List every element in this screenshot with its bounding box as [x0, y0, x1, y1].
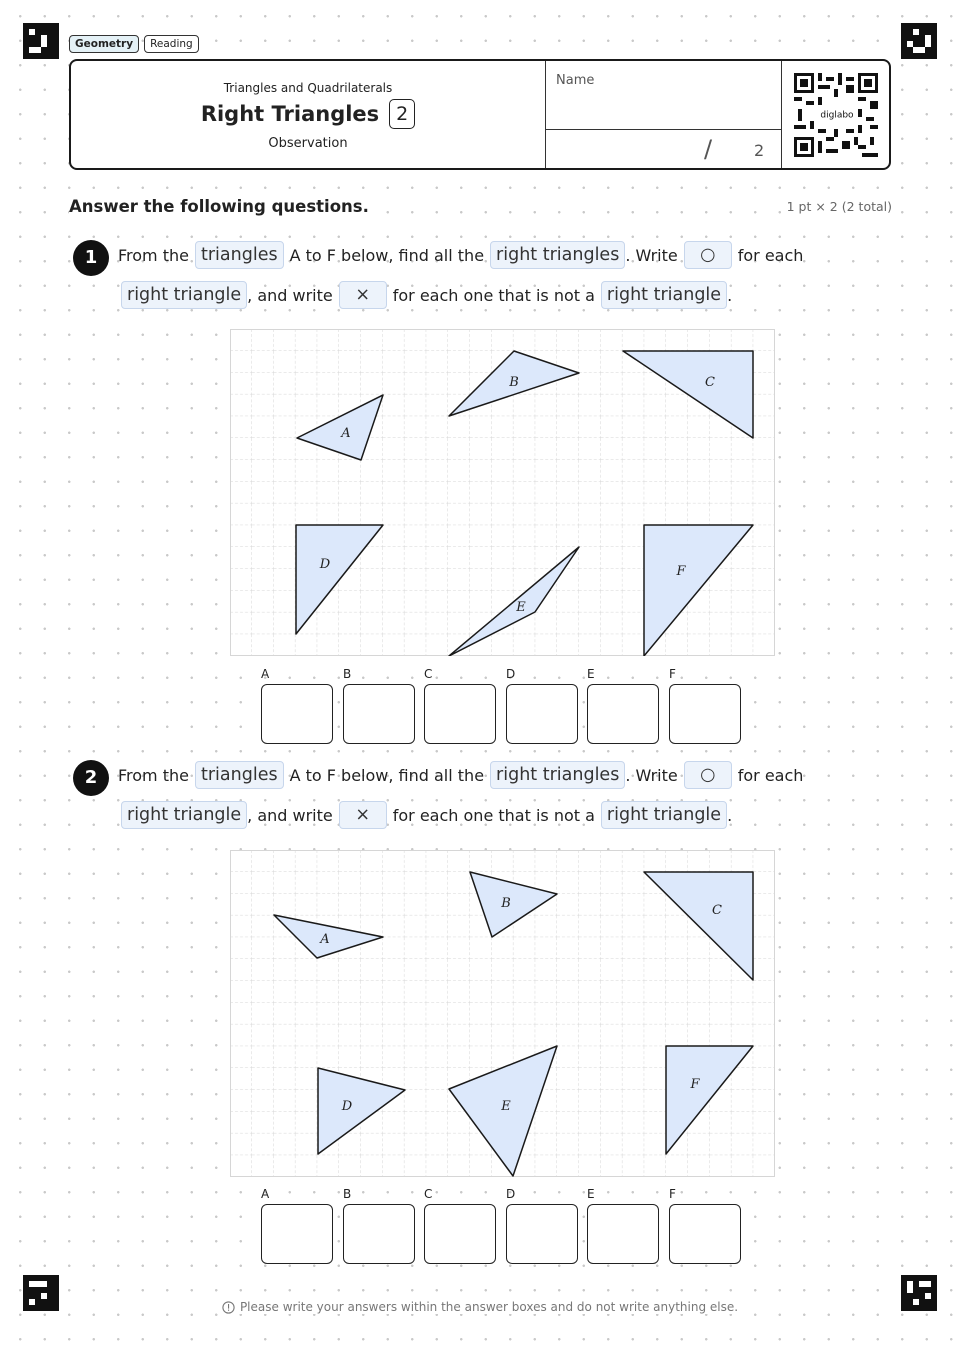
question-text: .: [727, 285, 733, 305]
answer-box-f[interactable]: [669, 684, 741, 744]
triangle-label: C: [712, 903, 722, 918]
triangle-label: C: [705, 375, 715, 390]
footer-note: [0, 1300, 960, 1317]
answer-label: C: [424, 1187, 433, 1201]
worksheet-number: 2: [389, 99, 415, 129]
cross-symbol-chip: ×: [339, 281, 387, 309]
answer-box-f[interactable]: [669, 1204, 741, 1264]
corner-marker-top-left: [23, 23, 59, 59]
info-icon: [222, 1301, 235, 1314]
answer-label: B: [343, 667, 352, 681]
corner-marker-top-right: [901, 23, 937, 59]
answer-box-a[interactable]: [261, 1204, 333, 1264]
answer-box-c[interactable]: [424, 1204, 496, 1264]
term-chip: right triangles: [490, 761, 625, 789]
answer-label: D: [506, 1187, 516, 1201]
name-score-block: [545, 61, 782, 168]
term-chip: right triangle: [601, 281, 727, 309]
title-text: Right Triangles: [200, 102, 380, 126]
question-text: . Write: [625, 245, 678, 265]
question-text: A to F below, find all the: [289, 245, 485, 265]
answer-label: F: [669, 1187, 676, 1201]
term-chip: right triangles: [490, 241, 625, 269]
question-text: for each one that is not a: [392, 285, 595, 305]
unit-subtitle: Triangles and Quadrilaterals: [223, 81, 393, 95]
answer-box-b[interactable]: [343, 1204, 415, 1264]
answer-label: A: [261, 667, 270, 681]
answer-label: C: [424, 667, 433, 681]
title-block: [71, 61, 545, 168]
question-text-line-2: [121, 281, 738, 309]
question-text: A to F below, find all the: [289, 765, 485, 785]
question-text: From the: [118, 245, 189, 265]
question-text: , and write: [247, 805, 333, 825]
instructions: Answer the following questions.: [69, 197, 373, 216]
question-text: , and write: [247, 285, 333, 305]
worksheet-header: [69, 59, 891, 170]
triangle-label: A: [341, 426, 351, 441]
term-chip: triangles: [195, 241, 284, 269]
points-info: 1 pt × 2 (2 total): [786, 199, 892, 214]
score-slash: /: [704, 135, 713, 163]
circle-symbol-chip: ○: [684, 241, 732, 269]
triangle-label: B: [501, 896, 511, 911]
question-text: . Write: [625, 765, 678, 785]
term-chip: right triangle: [121, 281, 247, 309]
triangle-figure-2: [230, 850, 775, 1177]
question-text: for each one that is not a: [392, 805, 595, 825]
qr-label: diglabo: [820, 110, 854, 121]
term-chip: right triangle: [601, 801, 727, 829]
question-text: From the: [118, 765, 189, 785]
answer-box-d[interactable]: [506, 1204, 578, 1264]
answer-box-e[interactable]: [587, 684, 659, 744]
triangle-label: B: [509, 375, 519, 390]
question-text-line-2: [121, 801, 738, 829]
question-text: for each: [737, 765, 804, 785]
triangle-grid: [230, 850, 775, 1177]
tag-list: [69, 35, 199, 53]
answer-box-a[interactable]: [261, 684, 333, 744]
answer-label: F: [669, 667, 676, 681]
triangle-label: E: [516, 600, 526, 615]
worksheet-type: Observation: [268, 136, 348, 151]
page-title: [71, 99, 545, 129]
answer-label: E: [587, 1187, 595, 1201]
question-number: 1: [73, 240, 109, 276]
answer-label: B: [343, 1187, 352, 1201]
answer-box-b[interactable]: [343, 684, 415, 744]
question-number: 2: [73, 760, 109, 796]
question-text: .: [727, 805, 733, 825]
triangle-label: F: [676, 564, 686, 579]
qr-code-icon: [794, 73, 878, 157]
cross-symbol-chip: ×: [339, 801, 387, 829]
answer-label: E: [587, 667, 595, 681]
answer-label: D: [506, 667, 516, 681]
answer-box-d[interactable]: [506, 684, 578, 744]
score-total: 2: [754, 141, 765, 160]
triangle-figure-1: [230, 329, 775, 656]
answer-label: A: [261, 1187, 270, 1201]
circle-symbol-chip: ○: [684, 761, 732, 789]
name-label: Name: [556, 73, 595, 88]
triangle-label: D: [341, 1099, 353, 1114]
answer-box-e[interactable]: [587, 1204, 659, 1264]
triangle-label: F: [690, 1077, 700, 1092]
question-text-line-1: [112, 761, 809, 789]
question-text: for each: [737, 245, 804, 265]
triangle-label: D: [319, 557, 331, 572]
tag-reading: Reading: [144, 35, 199, 53]
tag-geometry: Geometry: [69, 35, 139, 53]
question-text-line-1: [112, 241, 809, 269]
footer-text: Please write your answers within the answer boxes and do not write anything else.: [239, 1300, 739, 1314]
triangle-label: A: [320, 932, 330, 947]
triangle-grid: [230, 329, 775, 656]
divider: [546, 129, 782, 130]
triangle-label: E: [501, 1099, 511, 1114]
answer-box-c[interactable]: [424, 684, 496, 744]
term-chip: triangles: [195, 761, 284, 789]
term-chip: right triangle: [121, 801, 247, 829]
qr-block: [781, 61, 890, 168]
